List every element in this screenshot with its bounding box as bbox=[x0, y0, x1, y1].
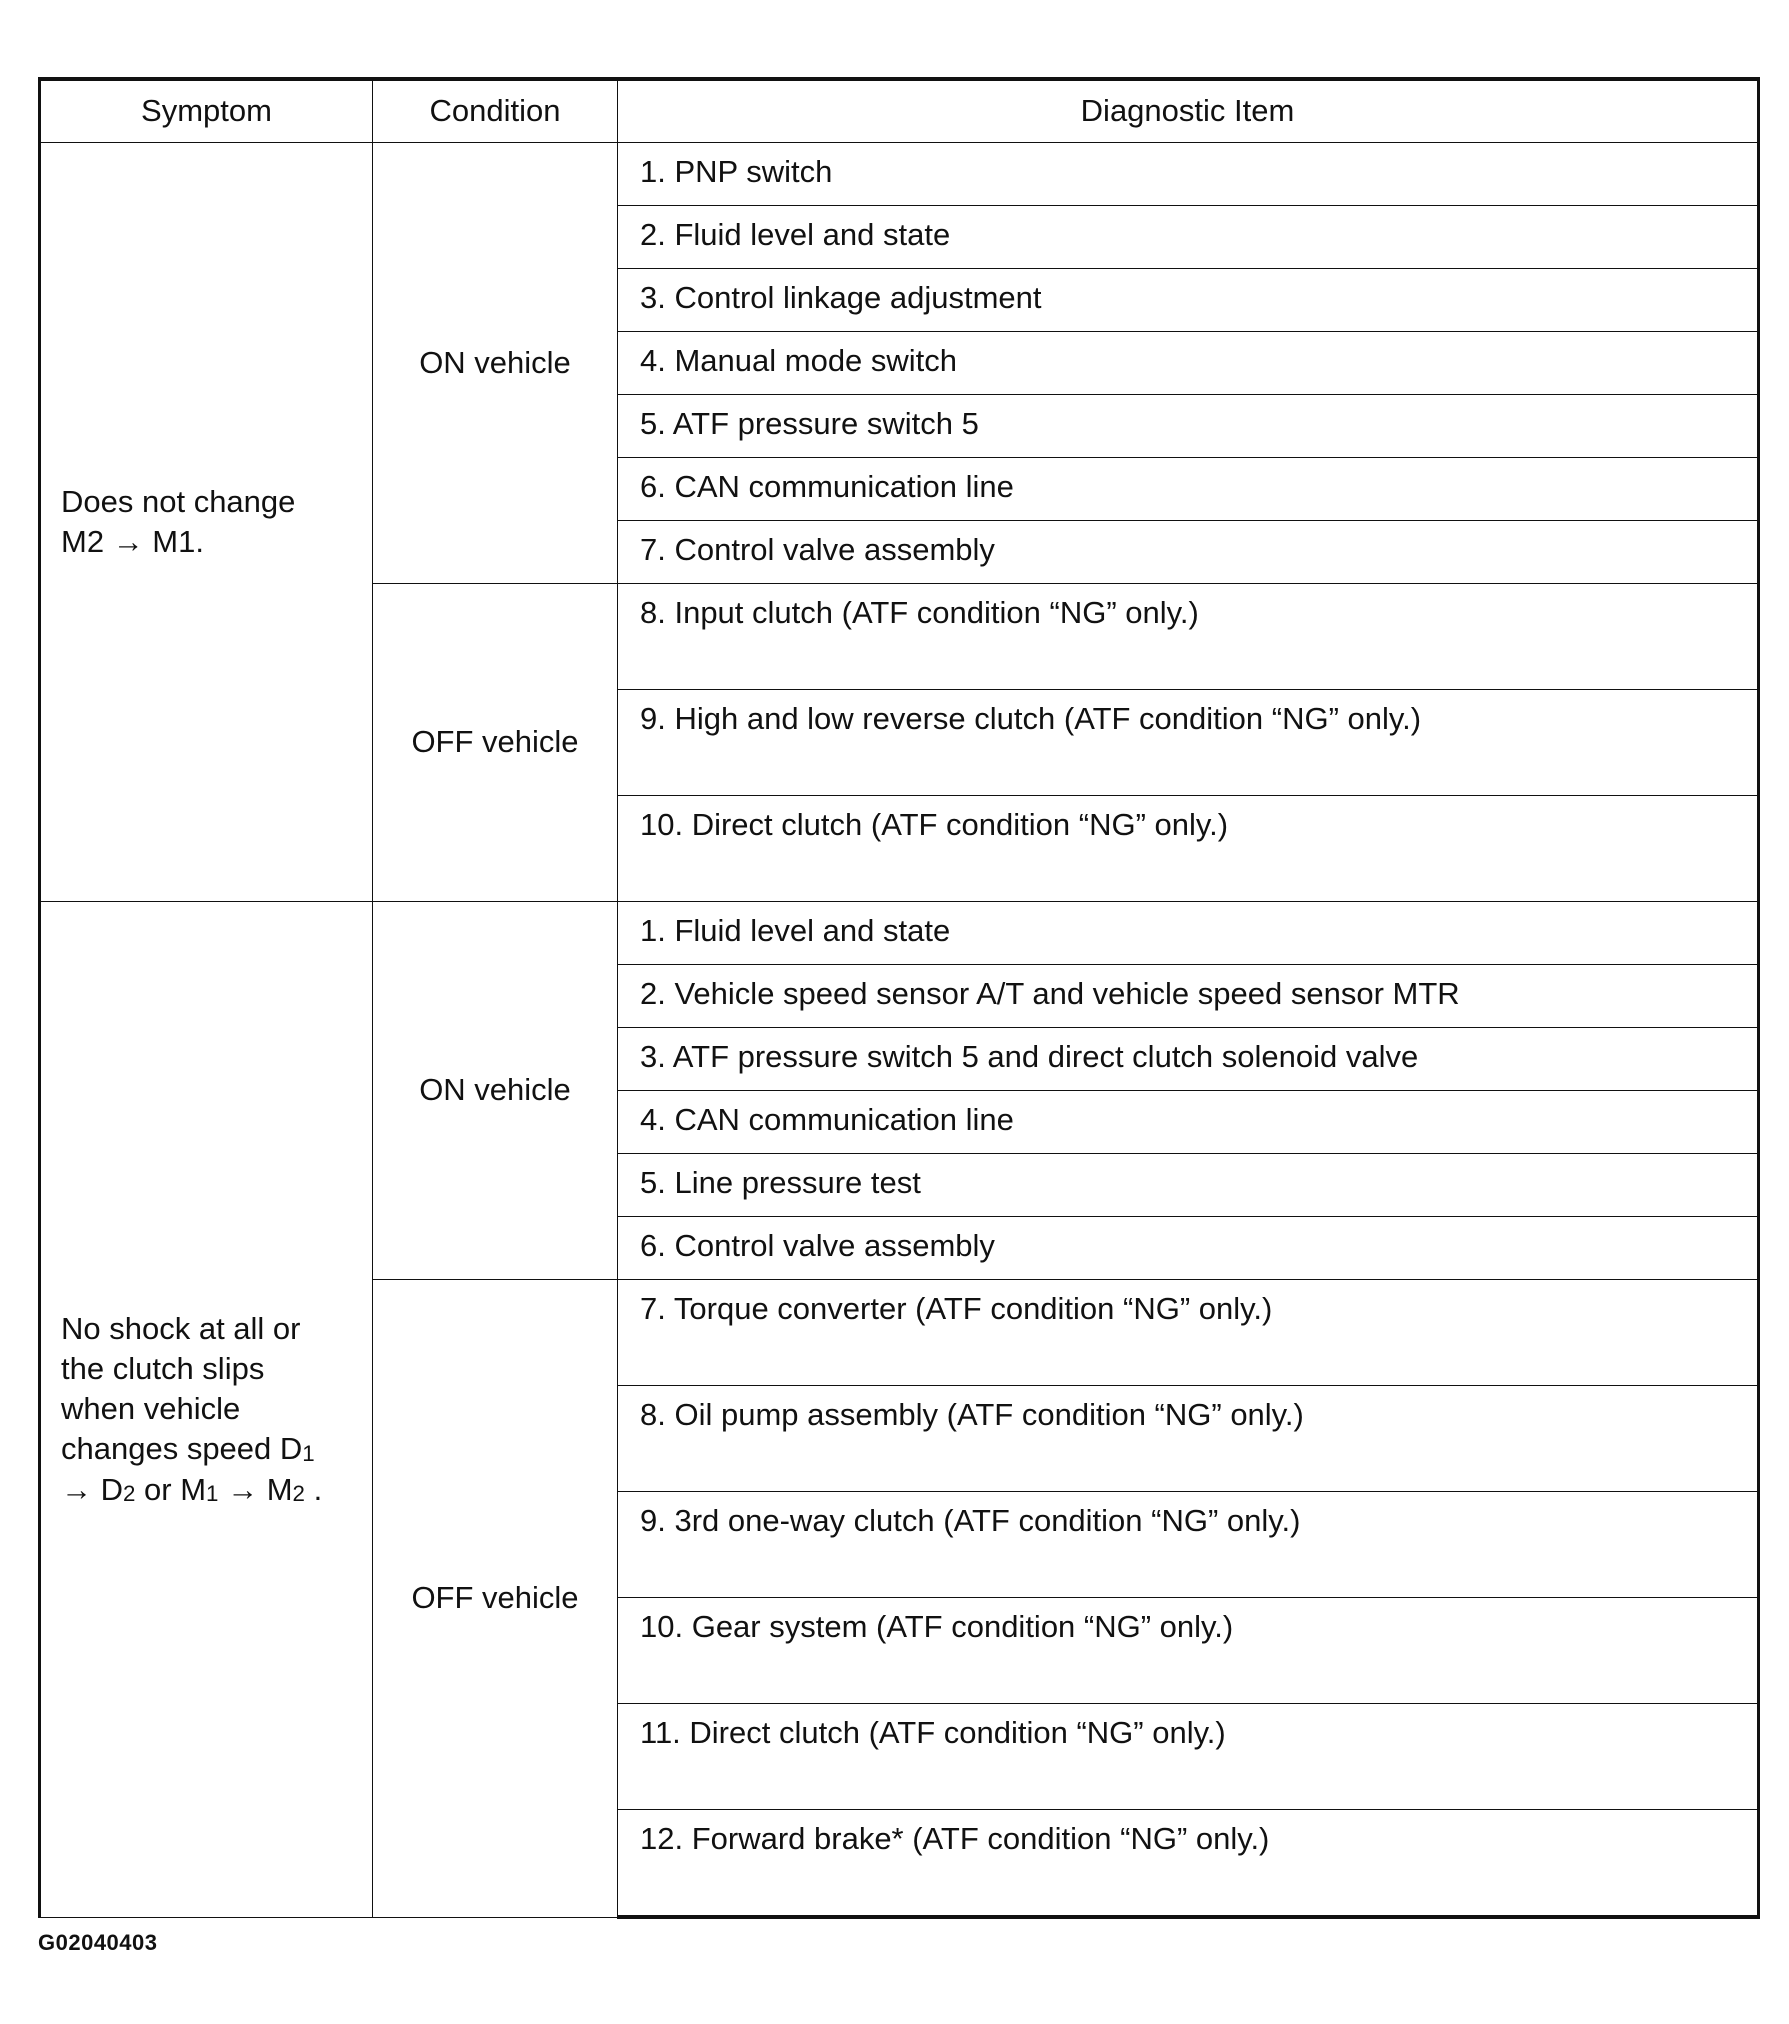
diagnostic-item: 10. Direct clutch (ATF condition “NG” only.) bbox=[618, 796, 1759, 902]
symptom-text: → M bbox=[218, 1471, 293, 1507]
diagnostic-item: 11. Direct clutch (ATF condition “NG” only.) bbox=[618, 1704, 1759, 1810]
diagnostic-item: 5. ATF pressure switch 5 bbox=[618, 395, 1759, 458]
symptom-text: or M bbox=[135, 1471, 207, 1507]
symptom-line bbox=[61, 1349, 352, 1389]
symptom-subscript: 1 bbox=[206, 1480, 219, 1506]
symptom-line bbox=[61, 482, 352, 522]
symptom-cell bbox=[40, 902, 373, 1918]
symptom-line bbox=[61, 1309, 352, 1349]
header-diagnostic-item: Diagnostic Item bbox=[618, 79, 1759, 143]
diagnostic-item: 8. Input clutch (ATF condition “NG” only.) bbox=[618, 584, 1759, 690]
condition-on-vehicle: ON vehicle bbox=[373, 143, 618, 584]
table-row bbox=[40, 902, 1759, 965]
symptom-line bbox=[61, 1389, 352, 1429]
diagnostic-item: 9. High and low reverse clutch (ATF condition “NG” only.) bbox=[618, 690, 1759, 796]
symptom-text: No shock at all or bbox=[61, 1310, 301, 1346]
diagnostic-item: 3. ATF pressure switch 5 and direct clutch solenoid valve bbox=[618, 1028, 1759, 1091]
condition-on-vehicle: ON vehicle bbox=[373, 902, 618, 1280]
symptom-text: → D bbox=[61, 1471, 123, 1507]
symptom-subscript: 1 bbox=[302, 1440, 315, 1466]
diagnostic-item: 9. 3rd one-way clutch (ATF condition “NG” only.) bbox=[618, 1492, 1759, 1598]
diagnostic-table bbox=[38, 77, 1760, 1919]
symptom-text: Does not change bbox=[61, 483, 296, 519]
diagnostic-item: 3. Control linkage adjustment bbox=[618, 269, 1759, 332]
diagnostic-item: 7. Control valve assembly bbox=[618, 521, 1759, 584]
diagnostic-item: 10. Gear system (ATF condition “NG” only.) bbox=[618, 1598, 1759, 1704]
symptom-subscript: 2 bbox=[123, 1480, 136, 1506]
diagnostic-item: 6. CAN communication line bbox=[618, 458, 1759, 521]
table-body bbox=[40, 143, 1759, 1918]
symptom-line bbox=[61, 522, 352, 562]
diagnostic-item: 2. Fluid level and state bbox=[618, 206, 1759, 269]
diagnostic-item: 6. Control valve assembly bbox=[618, 1217, 1759, 1280]
symptom-text: M2 → M1. bbox=[61, 524, 204, 559]
diagnostic-item: 1. Fluid level and state bbox=[618, 902, 1759, 965]
header-row bbox=[40, 79, 1759, 143]
diagnostic-item: 4. CAN communication line bbox=[618, 1091, 1759, 1154]
symptom-text: changes speed D bbox=[61, 1431, 303, 1467]
condition-off-vehicle: OFF vehicle bbox=[373, 1280, 618, 1918]
diagnostic-item: 7. Torque converter (ATF condition “NG” only.) bbox=[618, 1280, 1759, 1386]
symptom-text: . bbox=[304, 1471, 323, 1507]
header-condition: Condition bbox=[373, 79, 618, 143]
diagnostic-item: 5. Line pressure test bbox=[618, 1154, 1759, 1217]
figure-code: G02040403 bbox=[38, 1930, 158, 1955]
symptom-cell bbox=[40, 143, 373, 902]
symptom-line bbox=[61, 1429, 352, 1469]
table-row bbox=[40, 143, 1759, 206]
symptom-subscript: 2 bbox=[292, 1480, 305, 1506]
condition-off-vehicle: OFF vehicle bbox=[373, 584, 618, 902]
symptom-line bbox=[61, 1470, 352, 1510]
symptom-text: when vehicle bbox=[61, 1391, 241, 1427]
symptom-text: the clutch slips bbox=[61, 1350, 265, 1386]
diagnostic-item: 8. Oil pump assembly (ATF condition “NG” only.) bbox=[618, 1386, 1759, 1492]
diagnostic-item: 12. Forward brake* (ATF condition “NG” only.) bbox=[618, 1810, 1759, 1918]
header-symptom: Symptom bbox=[40, 79, 373, 143]
diagnostic-item: 2. Vehicle speed sensor A/T and vehicle speed sensor MTR bbox=[618, 965, 1759, 1028]
diagnostic-item: 4. Manual mode switch bbox=[618, 332, 1759, 395]
diagnostic-item: 1. PNP switch bbox=[618, 143, 1759, 206]
